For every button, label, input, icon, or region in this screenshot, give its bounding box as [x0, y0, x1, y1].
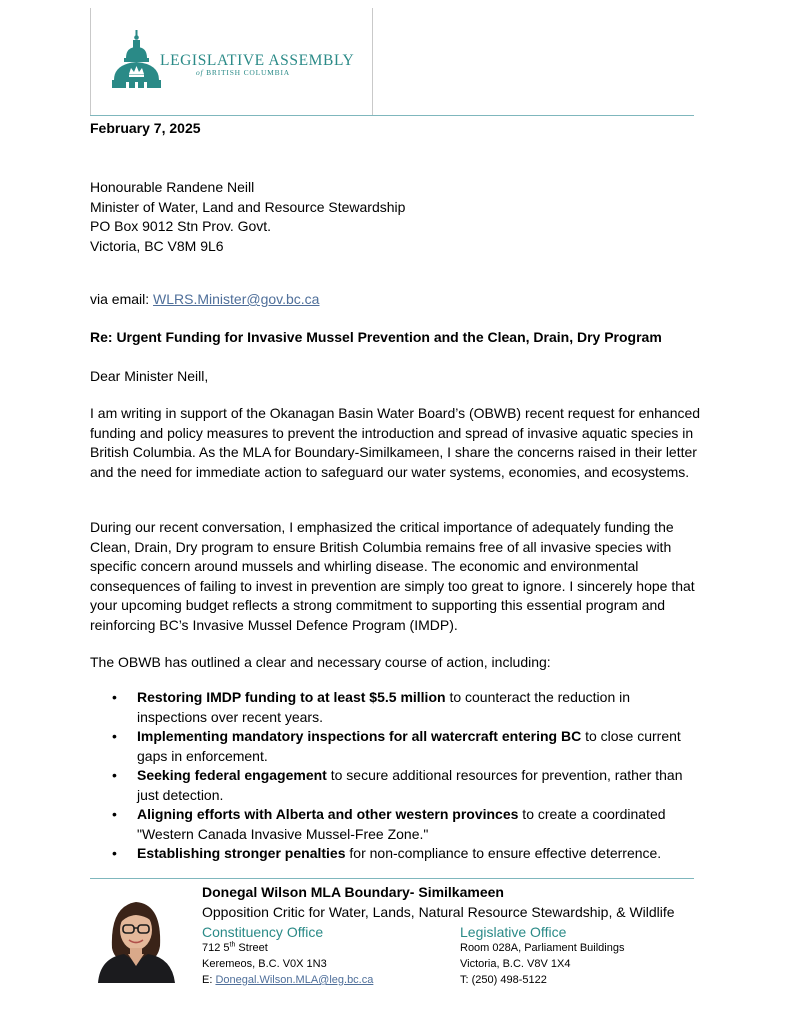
- list-item: [112, 727, 702, 766]
- list-item-text: to secure additional resources for prevention, rather than just detection.: [137, 767, 683, 803]
- legislative-office-city: Victoria, B.C. V8V 1X4: [460, 958, 571, 970]
- email-label: E:: [202, 974, 216, 986]
- list-item: [112, 844, 702, 864]
- logo-subtitle-place: BRITISH COLUMBIA: [206, 68, 290, 77]
- street-number: 712 5: [202, 942, 230, 954]
- constituency-office-street: [202, 940, 373, 956]
- legislative-office-room: Room 028A, Parliament Buildings: [460, 942, 625, 954]
- via-email-link[interactable]: WLRS.Minister@gov.bc.ca: [153, 291, 320, 307]
- list-item-bold: Aligning efforts with Alberta and other western provinces: [137, 806, 519, 822]
- list-item-text: to close current gaps in enforcement.: [137, 728, 681, 764]
- list-item-bold: Seeking federal engagement: [137, 767, 327, 783]
- letter-date: February 7, 2025: [90, 120, 201, 136]
- legislative-office: [460, 924, 624, 988]
- recipient-address: [90, 178, 405, 256]
- footer-mla-name: Donegal Wilson MLA Boundary- Similkameen: [202, 884, 504, 900]
- body-paragraph-3: The OBWB has outlined a clear and necessary course of action, including:: [90, 654, 551, 670]
- recipient-po-box: PO Box 9012 Stn Prov. Govt.: [90, 218, 272, 234]
- list-item: [112, 688, 702, 727]
- street-ordinal: th: [229, 941, 236, 949]
- list-item-bold: Implementing mandatory inspections for all watercraft entering BC: [137, 728, 582, 744]
- legislative-office-phone: T: (250) 498-5122: [460, 974, 547, 986]
- constituency-email-link[interactable]: Donegal.Wilson.MLA@leg.bc.ca: [215, 974, 374, 986]
- recipient-city: Victoria, BC V8M 9L6: [90, 237, 224, 254]
- constituency-office-city: Keremeos, B.C. V0X 1N3: [202, 958, 327, 970]
- action-list: [112, 688, 702, 864]
- list-item-bold: Establishing stronger penalties: [137, 845, 346, 861]
- logo-subtitle: [196, 68, 290, 77]
- recipient-title: Minister of Water, Land and Resource Stewardship: [90, 198, 406, 215]
- list-item: [112, 766, 702, 805]
- legislature-dome-logo-icon: [112, 30, 162, 92]
- via-email-label: via email:: [90, 291, 150, 307]
- subject-line: Re: Urgent Funding for Invasive Mussel Prevention and the Clean, Drain, Dry Program: [90, 329, 662, 345]
- constituency-office-email: [202, 972, 373, 988]
- logo-subtitle-of: of: [196, 68, 204, 77]
- list-item-bold: Restoring IMDP funding to at least $5.5 million: [137, 689, 446, 705]
- header-divider-left: [90, 8, 91, 115]
- street-name: Street: [235, 942, 268, 954]
- list-item: [112, 805, 702, 844]
- list-item-text: for non-compliance to ensure effective deterrence.: [345, 845, 662, 861]
- footer-rule: [90, 878, 694, 879]
- constituency-office-heading: Constituency Office: [202, 924, 324, 940]
- constituency-office: [202, 924, 373, 988]
- via-email-line: [90, 291, 319, 307]
- header-rule: [90, 115, 694, 116]
- recipient-name: Honourable Randene Neill: [90, 179, 255, 195]
- list-item-text: to create a coordinated "Western Canada Invasive Mussel-Free Zone.": [137, 806, 666, 842]
- body-paragraph-1: I am writing in support of the Okanagan Basin Water Board’s (OBWB) recent request for enhanced funding and policy measures to prevent the introduction and spread of invasive aquatic species in British Columbia. As the MLA for Boundary-Similkameen, I share the concerns raised in their letter and the need for immediate action to safeguard our water systems, economies, and ecosystems.: [90, 405, 701, 480]
- logo-title: LEGISLATIVE ASSEMBLY: [160, 52, 355, 69]
- legislative-office-heading: Legislative Office: [460, 924, 567, 940]
- mla-portrait-photo: [90, 888, 183, 983]
- body-paragraph-2: During our recent conversation, I emphasized the critical importance of adequately funding the Clean, Drain, Dry program to ensure British Columbia remains free of all invasive species with specific concern around mussels and whirling disease. The economic and environmental consequences of failing to invest in prevention are simply too great to ignore. I sincerely hope that your upcoming budget reflects a strong commitment to supporting this essential program and reinforcing BC’s Invasive Mussel Defence Program (IMDP).: [90, 519, 695, 633]
- list-item-text: to counteract the reduction in inspections over recent years.: [137, 689, 631, 725]
- salutation: Dear Minister Neill,: [90, 368, 209, 384]
- footer-mla-role: Opposition Critic for Water, Lands, Natural Resource Stewardship, & Wildlife: [202, 904, 675, 920]
- header-divider-right: [372, 8, 373, 115]
